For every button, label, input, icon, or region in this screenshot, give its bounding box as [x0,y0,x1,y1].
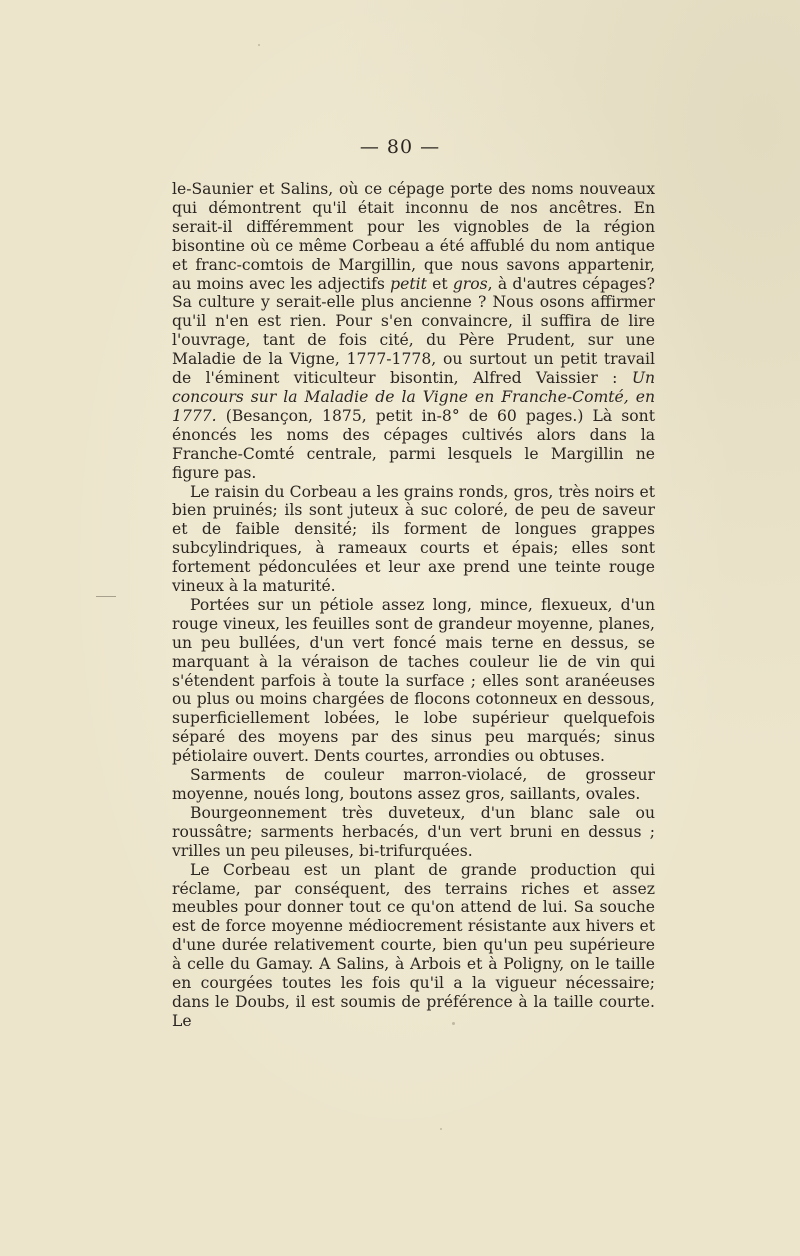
paragraph-text: et [426,274,453,293]
paragraph-text: , à d'autres cépages? Sa culture y serait-elle plus ancienne ? Nous osons affirmer qu'il n'en est rien. Pour s'en convaincre, il suffira de lire l'ouvrage, tant de fois cité, du Père Prudent, sur une Maladie de la Vigne, 1777-1778, ou surtout un petit travail de l'éminent viticulteur bisontin, Alfred Vaissier : [172,274,655,388]
paragraph-text: le-Saunier et Salins, où ce cépage porte des noms nouveaux qui démontrent qu'il était inconnu de nos ancêtres. En serait-il différemment pour les vignobles de la région bisontine où ce même Corbeau a été affublé du nom antique et franc-comtois de Margillin, que nous savons appartenir, au moins avec les adjectifs [172,180,655,293]
paper-speck [440,1128,442,1130]
paper-speck [452,1022,455,1025]
italic-text: petit [390,274,427,293]
italic-text: Un concours sur la Maladie de la Vigne en Franche-Comté, en 1777. [172,369,655,425]
page-number-header: — 80 — [359,136,441,158]
paragraph-p6 [172,861,655,1031]
italic-text: gros [452,274,488,293]
paragraph-p1 [172,180,655,483]
margin-mark [96,596,116,597]
paragraph-text: Le raisin du Corbeau a les grains ronds, gros, très noirs et bien pruinés; ils sont juteux à suc coloré, de peu de saveur et de faible densité; ils forment de longues grappes subcylindriques, à rameaux courts et épais; elles sont fortement pédonculées et leur axe prend une teinte rouge vineux à la maturité. [172,482,655,596]
paper-speck [258,44,260,46]
paragraph-text: Bourgeonnement très duveteux, d'un blanc sale ou roussâtre; sarments herbacés, d'un vert bruni en dessus ; vrilles un peu pileuses, bi-trifurquées. [172,803,655,860]
paragraph-text: Portées sur un pétiole assez long, mince, flexueux, d'un rouge vineux, les feuilles sont de grandeur moyenne, planes, un peu bullées, d'un vert foncé mais terne en dessus, se marquant à la véraison de taches couleur lie de vin qui s'étendent parfois à toute la surface ; elles sont aranéeuses ou plus ou moins chargées de flocons cotonneux en dessous, superficiellement lobées, le lobe supérieur quelquefois séparé des moyens par des sinus peu marqués; sinus pétiolaire ouvert. Dents courtes, arrondies ou obtuses. [172,595,655,766]
paragraph-text: Sarments de couleur marron-violacé, de grosseur moyenne, noués long, boutons assez gros, saillants, ovales. [172,766,655,803]
paragraph-p4 [172,766,655,804]
paragraph-text: Le Corbeau est un plant de grande production qui réclame, par conséquent, des terrains riches et assez meubles pour donner tout ce qu'on attend de lui. Sa souche est de force moyenne médiocrement résistante aux hivers et d'une durée relativement courte, bien qu'un peu supérieure à celle du Gamay. A Salins, à Arbois et à Poligny, on le taille en courgées toutes les fois qu'il a la vigueur nécessaire; dans le Doubs, il est soumis de préférence à la taille courte. Le [172,860,655,1030]
paragraph-p3 [172,596,655,766]
body-text [172,180,655,1031]
paragraph-text: (Besançon, 1875, petit in-8° de 60 pages.) Là sont énoncés les noms des cépages cultivés alors dans la Franche-Comté centrale, parmi lesquels le Margillin ne figure pas. [172,406,655,482]
paragraph-p5 [172,804,655,861]
paragraph-p2 [172,483,655,596]
